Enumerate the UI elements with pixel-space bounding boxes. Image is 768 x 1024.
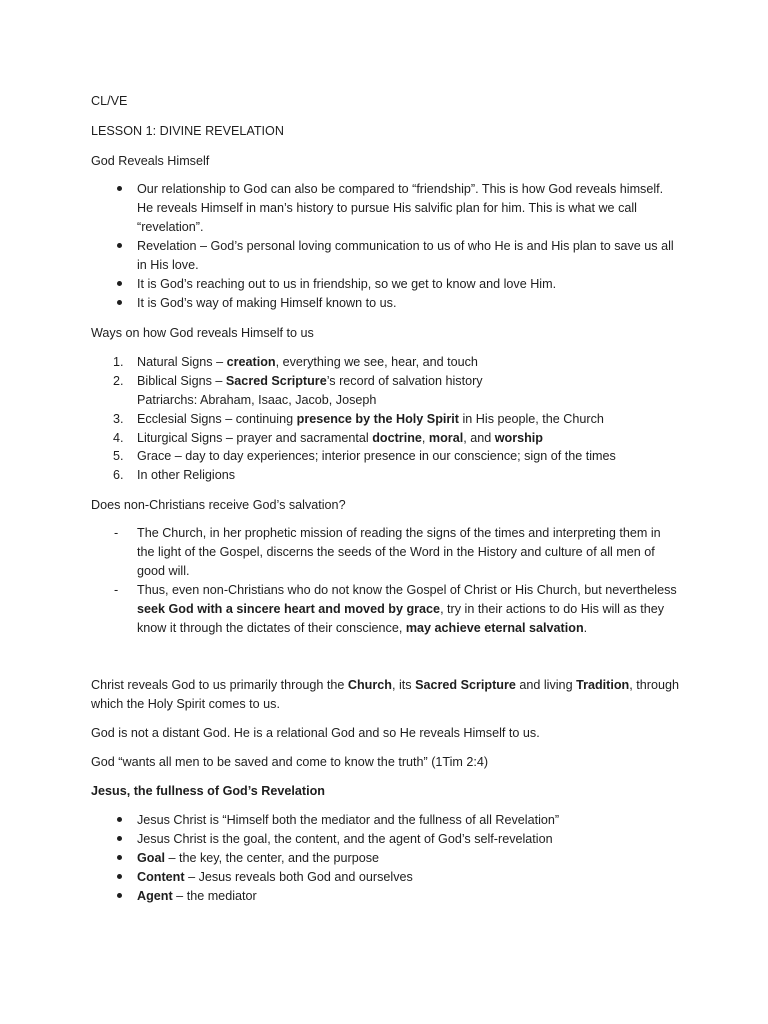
bullet-dot — [117, 817, 122, 822]
section-title-jesus: Jesus, the fullness of God’s Revelation — [91, 784, 325, 798]
dash-item-line: seek God with a sincere heart and moved by grace, try in their actions to do His will as they — [137, 602, 665, 616]
paragraph-quote: God “wants all men to be saved and come to know the truth” (1Tim 2:4) — [91, 755, 489, 769]
list-number: 1. — [113, 355, 124, 369]
bullet-line: Jesus Christ is the goal, the content, and the agent of God’s self-revelation — [137, 832, 553, 846]
list-item: Natural Signs – creation, everything we see, hear, and touch — [137, 355, 478, 369]
bullet-line: “revelation”. — [137, 220, 204, 234]
bullet-line: Revelation – God’s personal loving communication to us of who He is and His plan to save us all — [137, 239, 674, 253]
section-title-ways: Ways on how God reveals Himself to us — [91, 326, 314, 340]
bullet-dot — [117, 300, 122, 305]
dash-item-line: know it through the dictates of their conscience, may achieve eternal salvation. — [137, 621, 588, 635]
list-item: Biblical Signs – Sacred Scripture’s record of salvation history — [137, 374, 483, 388]
bullet-line: Goal – the key, the center, and the purpose — [137, 851, 380, 865]
list-number: 3. — [113, 412, 124, 426]
lesson-title: LESSON 1: DIVINE REVELATION — [91, 124, 284, 138]
bullet-line: It is God’s way of making Himself known to us. — [137, 296, 397, 310]
bullet-dot — [117, 874, 122, 879]
list-item: Grace – day to day experiences; interior presence in our conscience; sign of the times — [137, 449, 616, 463]
bullet-dot — [117, 836, 122, 841]
bullet-dot — [117, 855, 122, 860]
dash-marker: - — [114, 583, 119, 597]
dash-marker: - — [114, 526, 119, 540]
bullet-line: Our relationship to God can also be compared to “friendship”. This is how God reveals himself. — [137, 182, 664, 196]
bullet-line: in His love. — [137, 258, 199, 272]
bullet-dot — [117, 243, 122, 248]
list-item: Ecclesial Signs – continuing presence by the Holy Spirit in His people, the Church — [137, 412, 604, 426]
paragraph-christ-reveals: Christ reveals God to us primarily through the Church, its Sacred Scripture and living Tradition, through — [91, 678, 679, 692]
list-item: In other Religions — [137, 468, 236, 482]
dash-item-line: the light of the Gospel, discerns the seeds of the Word in the History and culture of all men of — [137, 545, 655, 559]
dash-item-line: The Church, in her prophetic mission of reading the signs of the times and interpreting them in — [137, 526, 661, 540]
bullet-dot — [117, 893, 122, 898]
bullet-line: He reveals Himself in man’s history to pursue His salvific plan for him. This is what we call — [137, 201, 637, 215]
list-number: 4. — [113, 431, 124, 445]
dash-item-line: good will. — [137, 564, 190, 578]
list-item: Liturgical Signs – prayer and sacramental doctrine, moral, and worship — [137, 431, 543, 445]
section-title-non-christians: Does non-Christians receive God’s salvation? — [91, 498, 346, 512]
section-title-god-reveals: God Reveals Himself — [91, 154, 210, 168]
bullet-line: Agent – the mediator — [137, 889, 257, 903]
course-code: CL/VE — [91, 94, 128, 108]
paragraph-relational-god: God is not a distant God. He is a relational God and so He reveals Himself to us. — [91, 726, 540, 740]
list-item-continuation: Patriarchs: Abraham, Isaac, Jacob, Joseph — [137, 393, 377, 407]
bullet-dot — [117, 281, 122, 286]
bullet-line: Content – Jesus reveals both God and ourselves — [137, 870, 413, 884]
list-number: 5. — [113, 449, 124, 463]
bullet-line: It is God’s reaching out to us in friendship, so we get to know and love Him. — [137, 277, 557, 291]
list-number: 6. — [113, 468, 124, 482]
bullet-line: Jesus Christ is “Himself both the mediator and the fullness of all Revelation” — [137, 813, 560, 827]
paragraph-christ-reveals-cont: which the Holy Spirit comes to us. — [91, 697, 280, 711]
list-number: 2. — [113, 374, 124, 388]
dash-item-line: Thus, even non-Christians who do not know the Gospel of Christ or His Church, but nevertheless — [137, 583, 677, 597]
bullet-dot — [117, 186, 122, 191]
